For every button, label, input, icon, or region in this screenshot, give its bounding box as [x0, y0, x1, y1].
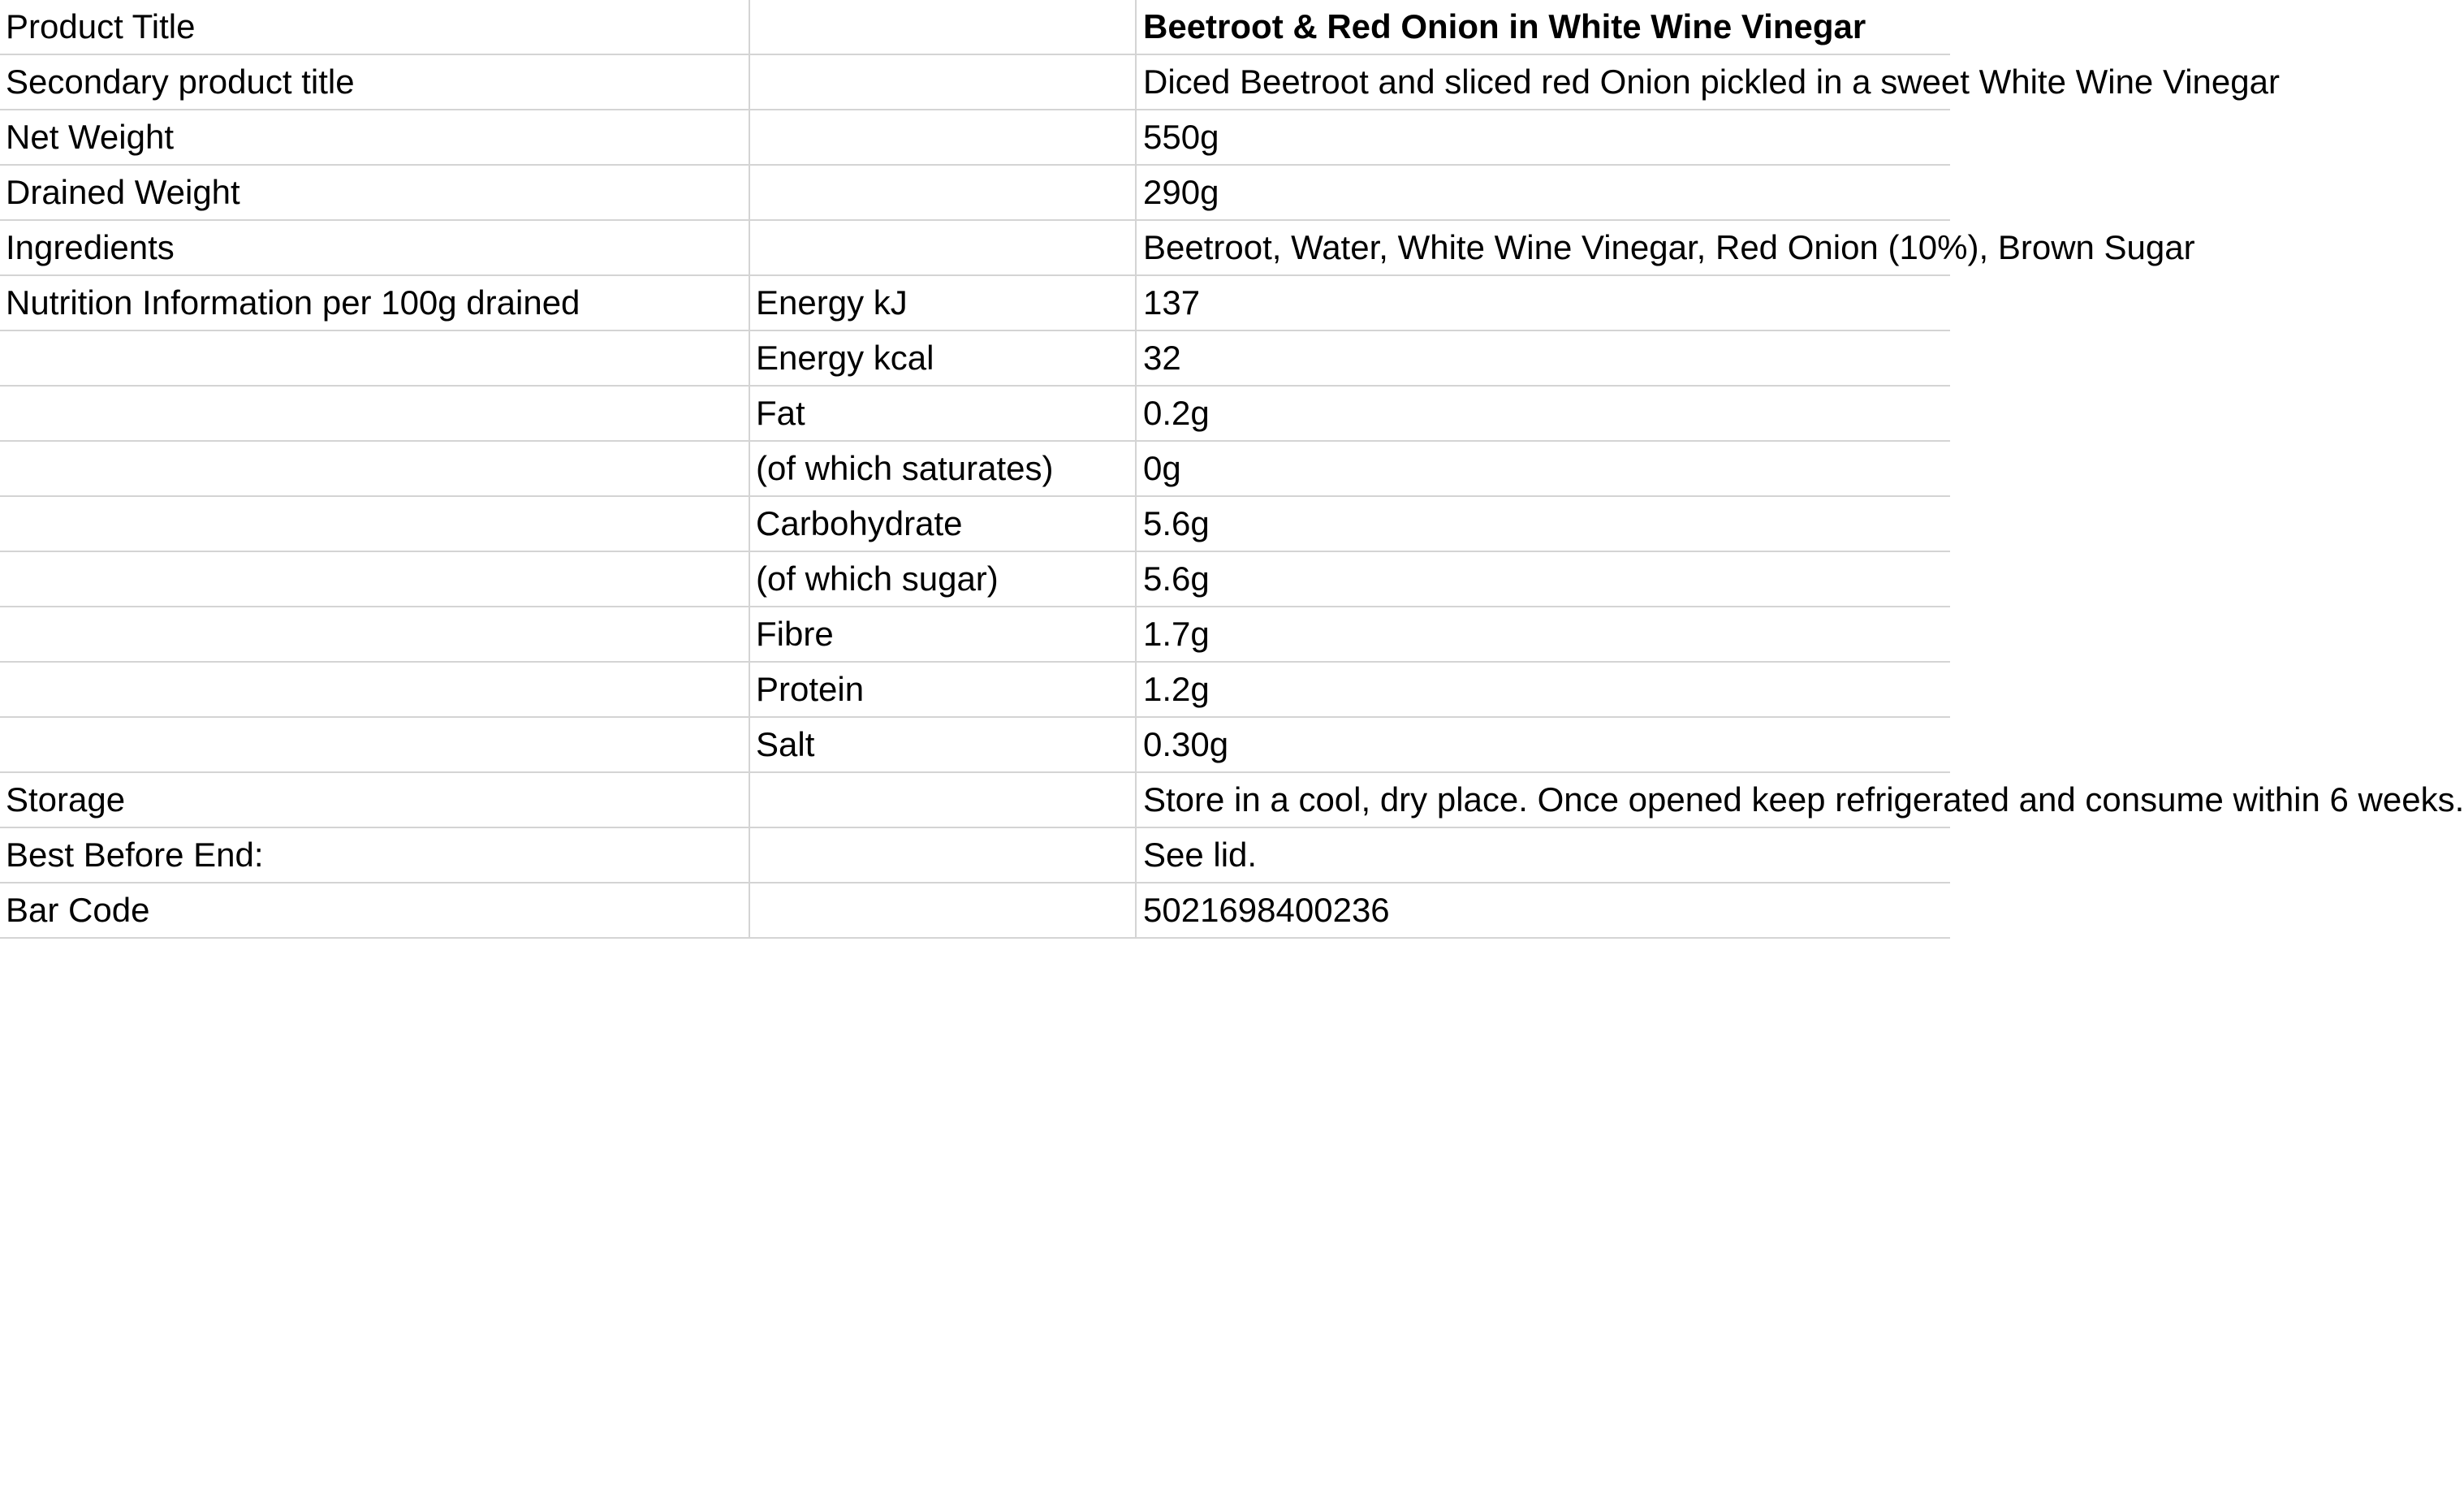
table-row — [0, 883, 1950, 938]
nutrient-value[interactable]: 32 — [1136, 330, 1950, 386]
nutrient-value[interactable]: 1.7g — [1136, 607, 1950, 662]
table-row — [0, 386, 1950, 441]
empty-cell[interactable] — [749, 827, 1136, 883]
secondary-title-label[interactable]: Secondary product title — [0, 54, 749, 110]
product-title-label[interactable]: Product Title — [0, 0, 749, 54]
table-row — [0, 607, 1950, 662]
empty-cell[interactable] — [749, 110, 1136, 165]
secondary-title-value[interactable]: Diced Beetroot and sliced red Onion pickled in a sweet White Wine Vinegar — [1136, 54, 1950, 110]
table-row — [0, 717, 1950, 772]
empty-cell[interactable] — [749, 772, 1136, 827]
ingredients-label[interactable]: Ingredients — [0, 220, 749, 275]
nutrient-name[interactable]: Salt — [749, 717, 1136, 772]
nutrient-name[interactable]: (of which saturates) — [749, 441, 1136, 496]
table-row — [0, 772, 1950, 827]
empty-cell[interactable] — [0, 607, 749, 662]
drained-weight-value[interactable]: 290g — [1136, 165, 1950, 220]
nutrient-name[interactable]: Energy kJ — [749, 275, 1136, 330]
empty-cell[interactable] — [0, 386, 749, 441]
empty-cell[interactable] — [749, 883, 1136, 938]
empty-cell[interactable] — [0, 717, 749, 772]
nutrient-name[interactable]: Carbohydrate — [749, 496, 1136, 551]
table-row — [0, 330, 1950, 386]
empty-cell[interactable] — [749, 220, 1136, 275]
best-before-label[interactable]: Best Before End: — [0, 827, 749, 883]
ingredients-value[interactable]: Beetroot, Water, White Wine Vinegar, Red Onion (10%), Brown Sugar — [1136, 220, 1950, 275]
nutrient-value[interactable]: 5.6g — [1136, 551, 1950, 607]
table-row — [0, 110, 1950, 165]
table-row — [0, 275, 1950, 330]
table-row — [0, 165, 1950, 220]
empty-cell[interactable] — [0, 496, 749, 551]
empty-cell[interactable] — [749, 165, 1136, 220]
nutrient-value[interactable]: 0.30g — [1136, 717, 1950, 772]
nutrient-value[interactable]: 137 — [1136, 275, 1950, 330]
storage-label[interactable]: Storage — [0, 772, 749, 827]
nutrient-name[interactable]: Protein — [749, 662, 1136, 717]
empty-cell[interactable] — [0, 330, 749, 386]
nutrient-name[interactable]: (of which sugar) — [749, 551, 1136, 607]
table-row — [0, 551, 1950, 607]
nutrient-value[interactable]: 0g — [1136, 441, 1950, 496]
nutrition-info-label[interactable]: Nutrition Information per 100g drained — [0, 275, 749, 330]
empty-cell[interactable] — [749, 0, 1136, 54]
best-before-value[interactable]: See lid. — [1136, 827, 1950, 883]
nutrient-value[interactable]: 5.6g — [1136, 496, 1950, 551]
empty-cell[interactable] — [0, 662, 749, 717]
storage-value[interactable]: Store in a cool, dry place. Once opened keep refrigerated and consume within 6 weeks. — [1136, 772, 1950, 827]
nutrient-name[interactable]: Fat — [749, 386, 1136, 441]
empty-cell[interactable] — [0, 441, 749, 496]
table-row — [0, 220, 1950, 275]
net-weight-label[interactable]: Net Weight — [0, 110, 749, 165]
product-title-value[interactable]: Beetroot & Red Onion in White Wine Vinegar — [1136, 0, 1950, 54]
nutrient-value[interactable]: 0.2g — [1136, 386, 1950, 441]
bar-code-label[interactable]: Bar Code — [0, 883, 749, 938]
table-row — [0, 54, 1950, 110]
nutrient-name[interactable]: Energy kcal — [749, 330, 1136, 386]
empty-cell[interactable] — [749, 54, 1136, 110]
drained-weight-label[interactable]: Drained Weight — [0, 165, 749, 220]
nutrient-value[interactable]: 1.2g — [1136, 662, 1950, 717]
nutrient-name[interactable]: Fibre — [749, 607, 1136, 662]
table-row — [0, 441, 1950, 496]
table-row — [0, 0, 1950, 54]
table-row — [0, 496, 1950, 551]
table-row — [0, 827, 1950, 883]
bar-code-value[interactable]: 5021698400236 — [1136, 883, 1950, 938]
table-row — [0, 662, 1950, 717]
empty-cell[interactable] — [0, 551, 749, 607]
net-weight-value[interactable]: 550g — [1136, 110, 1950, 165]
